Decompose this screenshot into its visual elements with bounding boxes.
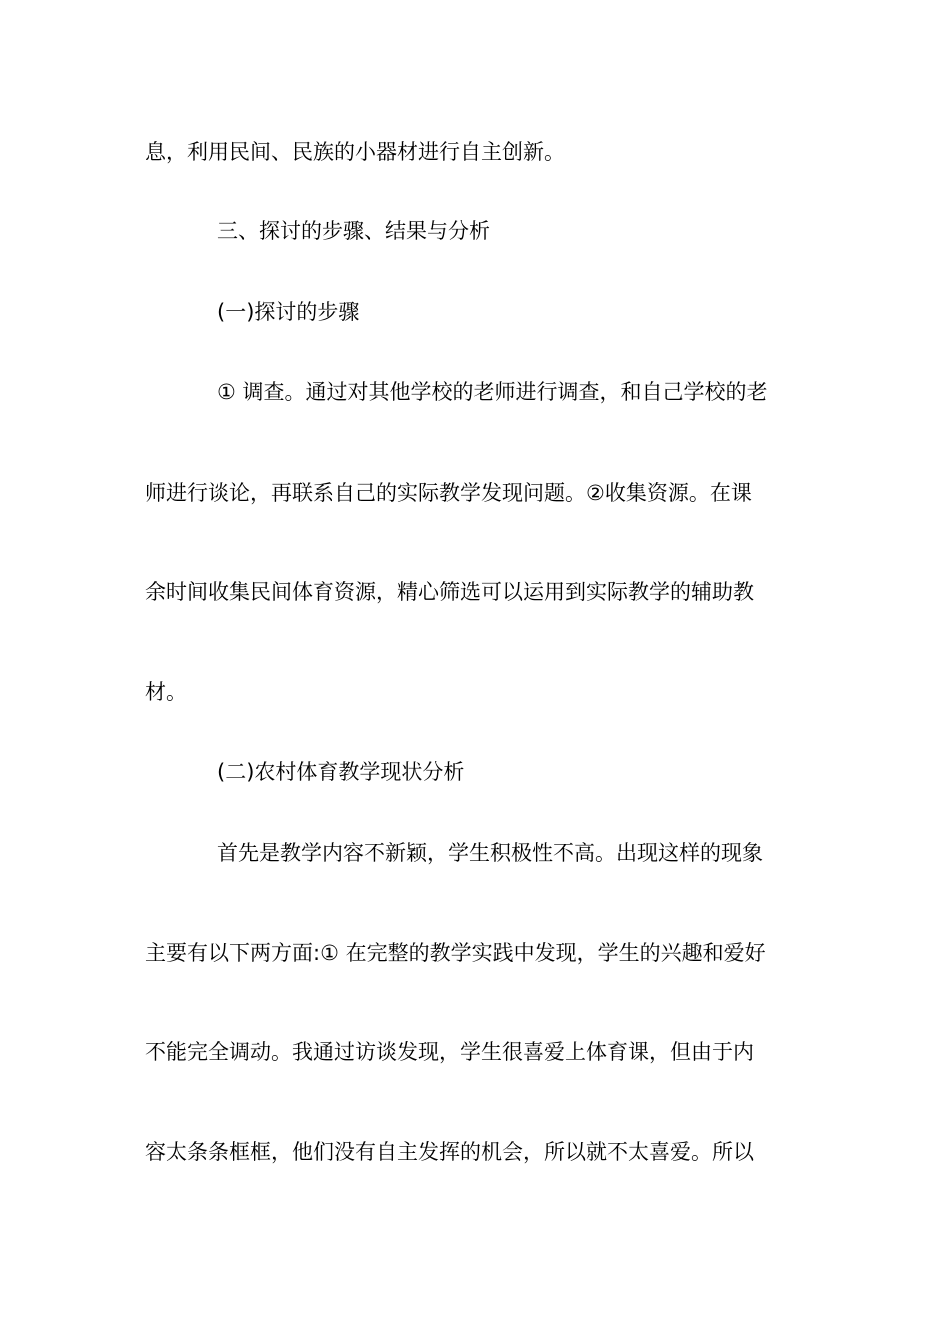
subsection-heading: (二)农村体育教学现状分析	[217, 760, 465, 784]
paragraph-line: 主要有以下两方面:① 在完整的教学实践中发现，学生的兴趣和爱好	[145, 941, 766, 965]
paragraph-line: 首先是教学内容不新颖，学生积极性不高。出现这样的现象	[217, 841, 763, 865]
paragraph-line: 师进行谈论，再联系自己的实际教学发现问题。②收集资源。在课	[145, 481, 752, 505]
paragraph-line: ① 调查。通过对其他学校的老师进行调查，和自己学校的老	[217, 380, 768, 404]
paragraph-line: 容太条条框框，他们没有自主发挥的机会，所以就不太喜爱。所以	[145, 1140, 754, 1164]
section-heading: 三、探讨的步骤、结果与分析	[217, 219, 490, 243]
paragraph-line: 余时间收集民间体育资源，精心筛选可以运用到实际教学的辅助教	[145, 580, 754, 604]
paragraph-line: 材。	[145, 680, 187, 704]
paragraph-line: 息，利用民间、民族的小器材进行自主创新。	[145, 140, 565, 164]
paragraph-line: 不能完全调动。我通过访谈发现，学生很喜爱上体育课，但由于内	[145, 1040, 754, 1064]
subsection-heading: (一)探讨的步骤	[217, 300, 360, 324]
